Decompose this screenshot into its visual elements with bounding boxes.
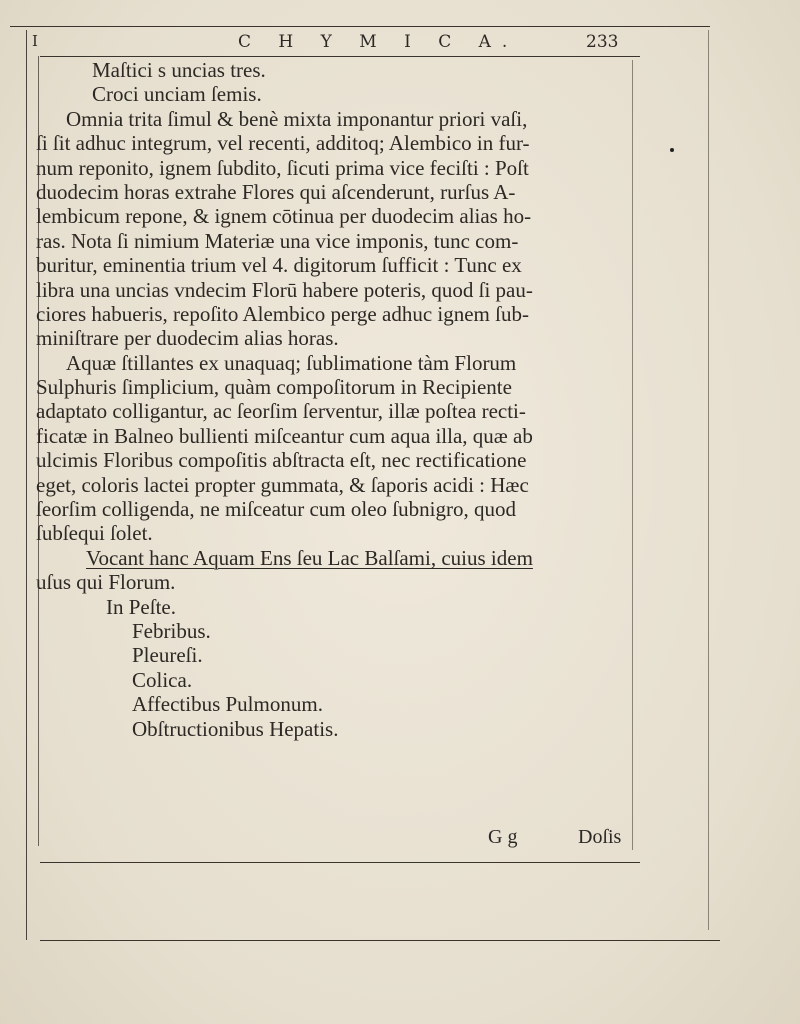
bottom-rule [40, 862, 640, 863]
ink-dot [670, 148, 674, 152]
text-line: eget, coloris lactei propter gummata, & ſaporis acidi : Hæc [36, 472, 529, 497]
list-item: Febribus. [132, 618, 211, 643]
page-bottom-rule [40, 940, 720, 941]
body-text [36, 58, 636, 741]
list-item: Obſtructionibus Hepatis. [132, 716, 339, 741]
text-line: uſus qui Florum. [36, 570, 176, 595]
header-left-mark: I [32, 32, 38, 50]
catchword: Doſis [578, 826, 622, 848]
text-line: Maſtici s uncias tres. [92, 58, 266, 82]
text-line: ſi ſit adhuc integrum, vel recenti, additoq; Alembico in fur- [36, 131, 530, 156]
left-frame-line [26, 30, 27, 940]
text-line: lembicum repone, & ignem cōtinua per duodecim alias ho- [36, 204, 532, 229]
text-line: Croci unciam ſemis. [92, 82, 262, 107]
text-line: Sulphuris ſimplicium, quàm compoſitorum in Recipiente [36, 375, 512, 400]
list-item: Pleureſi. [132, 643, 203, 668]
text-line: miniſtrare per duodecim alias horas. [36, 326, 339, 351]
list-item: In Peſte. [106, 594, 176, 619]
right-frame-line [708, 30, 709, 930]
signature-mark: G g [488, 826, 518, 848]
text-line: adaptato colligantur, ac ſeorſim ſerventur, illæ poſtea recti- [36, 399, 526, 424]
header-rule [40, 56, 640, 57]
list-item: Affectibus Pulmonum. [132, 692, 323, 717]
text-line: buritur, eminentia trium vel 4. digitorum ſufficit : Tunc ex [36, 253, 522, 278]
text-line: num reponito, ignem ſubdito, ſicuti prima vice feciſti : Poſt [36, 155, 529, 180]
text-line: duodecim horas extrahe Flores qui aſcenderunt, rurſus A- [36, 179, 516, 204]
text-line: libra una uncias vndecim Florū habere poteris, quod ſi pau- [36, 277, 533, 302]
text-line: Aquæ ſtillantes ex unaquaq; ſublimatione tàm Florum [66, 350, 517, 375]
running-title: C H Y M I C A. [238, 32, 519, 52]
text-line: ſubſequi ſolet. [36, 521, 153, 546]
text-line: ras. Nota ſi nimium Materiæ una vice imponis, tunc com- [36, 228, 519, 253]
list-item: Colica. [132, 667, 193, 692]
text-line: ficatæ in Balneo bullienti miſceantur cum aqua illa, quæ ab [36, 423, 533, 448]
page-number: 233 [586, 32, 619, 52]
running-header [0, 32, 800, 54]
text-line: ulcimis Floribus compoſitis abſtracta eſt, nec rectificatione [36, 448, 527, 473]
text-line: ciores habueris, repoſito Alembico perge adhuc ignem ſub- [36, 301, 529, 326]
text-line: ſeorſim colligenda, ne miſceatur cum oleo ſubnigro, quod [36, 497, 516, 522]
top-rule [10, 26, 710, 27]
text-line: Vocant hanc Aquam Ens ſeu Lac Balſami, cuius idem [86, 545, 533, 570]
text-line: Omnia trita ſimul & benè mixta imponantur priori vaſi, [66, 106, 528, 131]
